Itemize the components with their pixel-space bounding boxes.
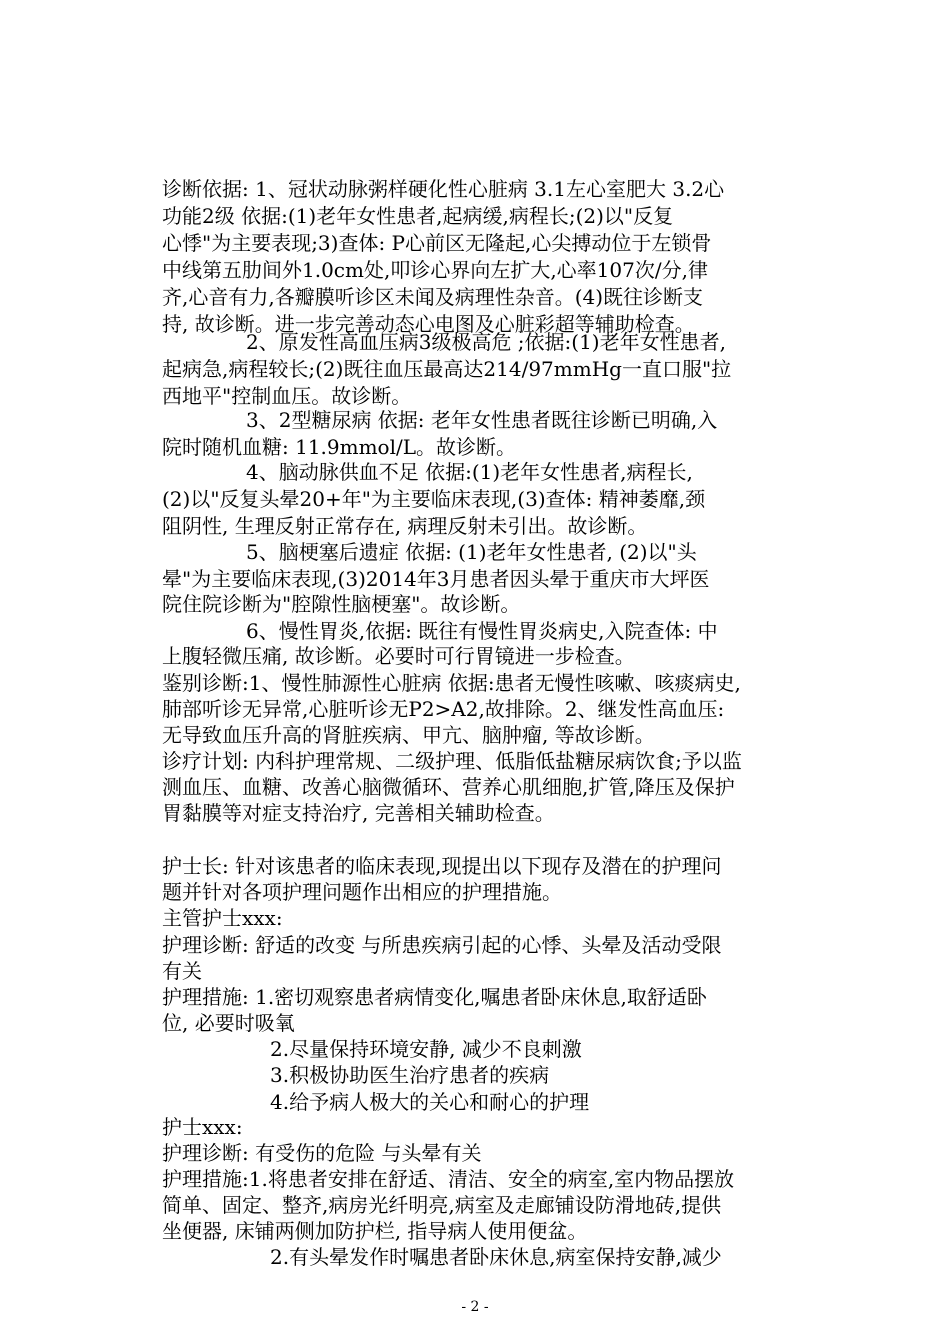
text-line: 上腹轻微压痛, 故诊断。必要时可行胃镜进一步检查。 xyxy=(162,644,635,668)
text-line: 护理诊断: 舒适的改变 与所患疾病引起的心悸、头晕及活动受限 xyxy=(162,933,722,957)
text-line: 阻阴性, 生理反射正常存在, 病理反射未引出。故诊断。 xyxy=(162,514,648,538)
text-line: 护理措施: 1.密切观察患者病情变化,嘱患者卧床休息,取舒适卧 xyxy=(162,985,707,1009)
text-line: 位, 必要时吸氧 xyxy=(162,1011,295,1035)
text-line: 中线第五肋间外1.0cm处,叩诊心界向左扩大,心率107次/分,律 xyxy=(162,258,708,282)
text-line: 简单、固定、整齐,病房光纤明亮,病室及走廊铺设防滑地砖,提供 xyxy=(162,1193,722,1217)
text-line: 肺部听诊无异常,心脏听诊无P2>A2,故排除。2、继发性高血压: xyxy=(162,697,725,721)
text-line: 诊疗计划: 内科护理常规、二级护理、低脂低盐糖尿病饮食;予以监 xyxy=(162,749,742,773)
text-line: 院住院诊断为"腔隙性脑梗塞"。故诊断。 xyxy=(162,592,521,616)
text-line: 主管护士xxx: xyxy=(162,906,283,930)
text-line: 持, 故诊断。进一步完善动态心电图及心脏彩超等辅助检查。 xyxy=(162,312,695,336)
text-line: 胃黏膜等对症支持治疗, 完善相关辅助检查。 xyxy=(162,801,555,825)
text-line: (2)以"反复头晕20+年"为主要临床表现,(3)查体: 精神萎靡,颈 xyxy=(162,487,706,511)
text-line: 坐便器, 床铺两侧加防护栏, 指导病人使用便盆。 xyxy=(162,1219,588,1243)
text-line: 无导致血压升高的肾脏疾病、甲亢、脑肿瘤, 等故诊断。 xyxy=(162,723,655,747)
text-line: 4.给予病人极大的关心和耐心的护理 xyxy=(270,1090,590,1114)
text-line: 鉴别诊断:1、慢性肺源性心脏病 依据:患者无慢性咳嗽、咳痰病史, xyxy=(162,671,741,695)
text-line: 2.有头晕发作时嘱患者卧床休息,病室保持安静,减少 xyxy=(270,1245,722,1269)
text-line: 4、脑动脉供血不足 依据:(1)老年女性患者,病程长, xyxy=(246,460,693,484)
text-line: 有关 xyxy=(162,959,202,983)
text-line: 6、慢性胃炎,依据: 既往有慢性胃炎病史,入院查体: 中 xyxy=(246,619,718,643)
text-line: 西地平"控制血压。故诊断。 xyxy=(162,384,412,408)
text-line: 晕"为主要临床表现,(3)2014年3月患者因头晕于重庆市大坪医 xyxy=(162,567,710,591)
text-line: 2、原发性高血压病3级极高危 ;依据:(1)老年女性患者, xyxy=(246,330,726,354)
text-line: 诊断依据: 1、冠状动脉粥样硬化性心脏病 3.1左心室肥大 3.2心 xyxy=(162,177,725,201)
text-line: 齐,心音有力,各瓣膜听诊区未闻及病理性杂音。(4)既往诊断支 xyxy=(162,285,704,309)
text-line: 5、脑梗塞后遗症 依据: (1)老年女性患者, (2)以"头 xyxy=(246,540,697,564)
text-line: 护士xxx: xyxy=(162,1115,243,1139)
text-line: 心悸"为主要表现;3)查体: P心前区无隆起,心尖搏动位于左锁骨 xyxy=(162,231,712,255)
page-number: - 2 - xyxy=(461,1299,489,1315)
text-line: 护理措施:1.将患者安排在舒适、清洁、安全的病室,室内物品摆放 xyxy=(162,1167,735,1191)
text-line: 3、2型糖尿病 依据: 老年女性患者既往诊断已明确,入 xyxy=(246,408,718,432)
text-line: 功能2级 依据:(1)老年女性患者,起病缓,病程长;(2)以"反复 xyxy=(162,204,674,228)
text-line: 题并针对各项护理问题作出相应的护理措施。 xyxy=(162,880,562,904)
text-line: 2.尽量保持环境安静, 减少不良刺激 xyxy=(270,1037,582,1061)
text-line: 护理诊断: 有受伤的危险 与头晕有关 xyxy=(162,1141,482,1165)
text-line: 起病急,病程较长;(2)既往血压最高达214/97mmHg一直口服"拉 xyxy=(162,357,732,381)
text-line: 测血压、血糖、改善心脑微循环、营养心肌细胞,扩管,降压及保护 xyxy=(162,775,735,799)
text-line: 3.积极协助医生治疗患者的疾病 xyxy=(270,1063,550,1087)
text-line: 院时随机血糖: 11.9mmol/L。故诊断。 xyxy=(162,435,517,459)
text-line: 护士长: 针对该患者的临床表现,现提出以下现存及潜在的护理问 xyxy=(162,854,722,878)
